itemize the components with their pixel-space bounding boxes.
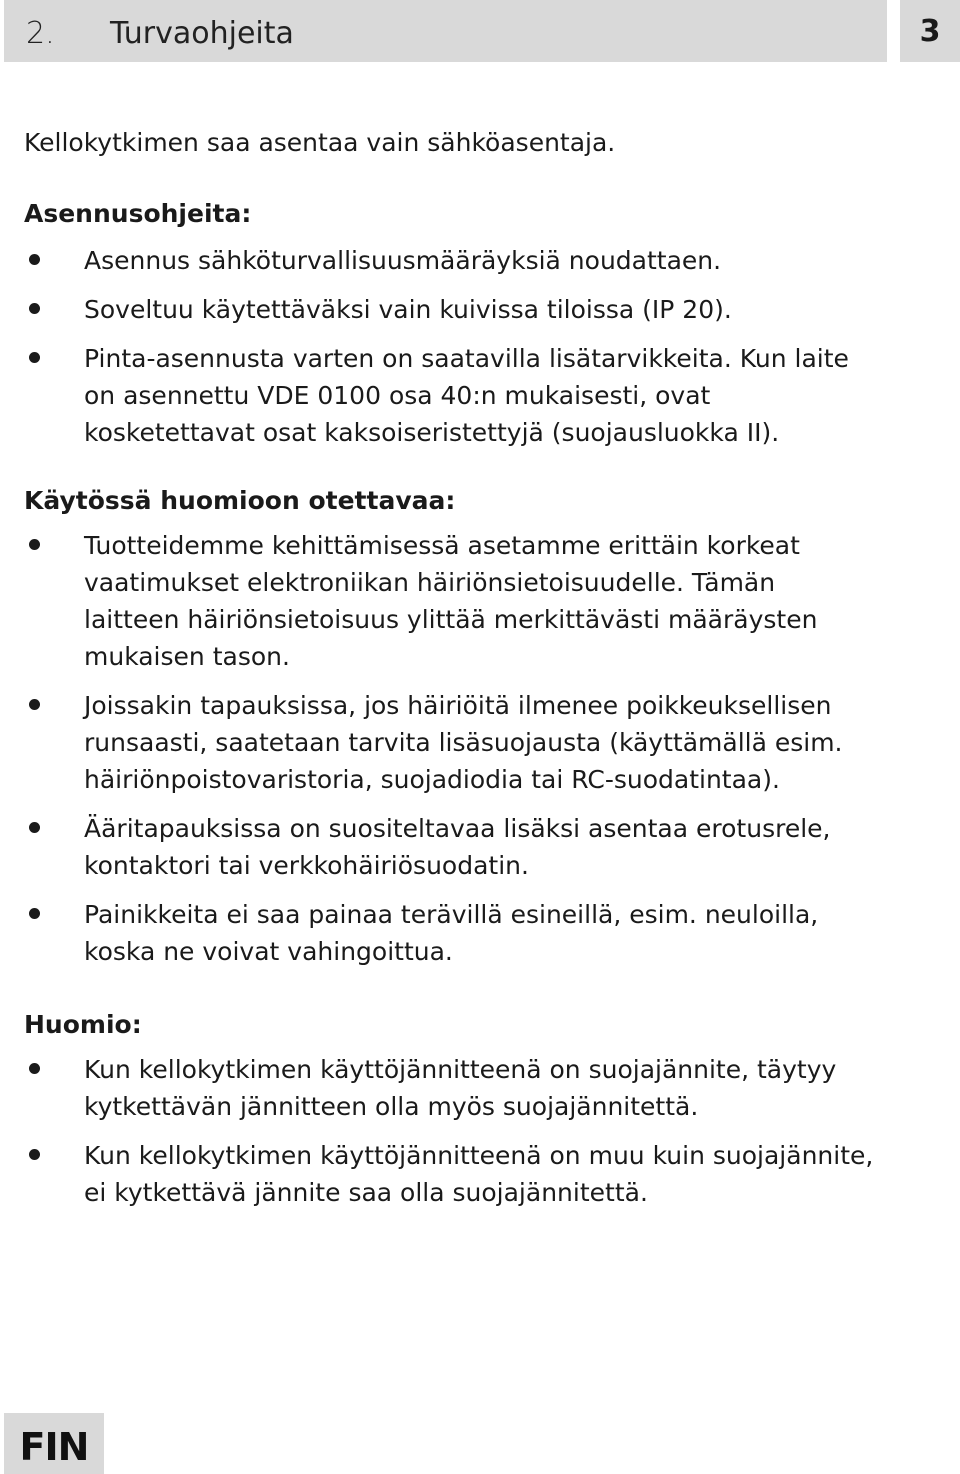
page-number: 3 bbox=[919, 14, 941, 49]
list-item-text: Soveltuu käytettäväksi vain kuivissa tiloissa (IP 20). bbox=[84, 295, 732, 324]
list-item bbox=[24, 896, 874, 970]
list-item bbox=[24, 291, 874, 328]
section-heading: Käytössä huomioon otettavaa: bbox=[24, 486, 456, 515]
bullet-icon bbox=[29, 303, 40, 314]
language-tab bbox=[4, 1413, 104, 1474]
bullet-icon bbox=[29, 822, 40, 833]
intro-text: Kellokytkimen saa asentaa vain sähköasentaja. bbox=[24, 128, 616, 157]
list-item-text: Joissakin tapauksissa, jos häiriöitä ilmenee poikkeuksellisen runsaasti, saatetaan tarvita lisäsuojausta (käyttämällä esim. häiriönpoistovaristoria, suojadiodia tai RC-suodatintaa). bbox=[84, 691, 843, 794]
list-item bbox=[24, 242, 874, 279]
section-heading: Huomio: bbox=[24, 1010, 142, 1039]
bullet-icon bbox=[29, 254, 40, 265]
section-header-bar bbox=[4, 0, 887, 62]
list-item-text: Asennus sähköturvallisuusmääräyksiä noudattaen. bbox=[84, 246, 722, 275]
section-number: 2. bbox=[26, 16, 55, 51]
section-huomio bbox=[24, 1006, 924, 1211]
bullet-icon bbox=[29, 1149, 40, 1160]
list-item bbox=[24, 1051, 874, 1125]
list-item-text: Kun kellokytkimen käyttöjännitteenä on muu kuin suojajännite, ei kytkettävä jännite saa olla suojajännitettä. bbox=[84, 1141, 874, 1207]
list-item-text: Kun kellokytkimen käyttöjännitteenä on suojajännite, täytyy kytkettävän jännitteen olla myös suojajännitettä. bbox=[84, 1055, 837, 1121]
list-item bbox=[24, 687, 874, 798]
bullet-list bbox=[24, 527, 924, 970]
section-asennusohjeita bbox=[24, 195, 924, 451]
bullet-icon bbox=[29, 699, 40, 710]
language-label: FIN bbox=[19, 1425, 89, 1469]
section-kaytossa bbox=[24, 482, 924, 970]
list-item-text: Pinta-asennusta varten on saatavilla lisätarvikkeita. Kun laite on asennettu VDE 0100 osa 40:n mukaisesti, ovat kosketettavat osat kaksoiseristettyjä (suojausluokka II). bbox=[84, 344, 849, 447]
bullet-list bbox=[24, 242, 924, 451]
list-item-text: Painikkeita ei saa painaa terävillä esineillä, esim. neuloilla, koska ne voivat vahingoittua. bbox=[84, 900, 819, 966]
section-heading: Asennusohjeita: bbox=[24, 199, 252, 228]
list-item bbox=[24, 810, 874, 884]
bullet-icon bbox=[29, 352, 40, 363]
bullet-list bbox=[24, 1051, 924, 1211]
list-item-text: Tuotteidemme kehittämisessä asetamme erittäin korkeat vaatimukset elektroniikan häiriönsietoisuudelle. Tämän laitteen häiriönsietoisuus ylittää merkittävästi määräysten mukaisen tason. bbox=[84, 531, 818, 671]
list-item bbox=[24, 1137, 874, 1211]
bullet-icon bbox=[29, 539, 40, 550]
page-number-box bbox=[900, 0, 960, 62]
list-item bbox=[24, 340, 874, 451]
list-item-text: Ääritapauksissa on suositeltavaa lisäksi asentaa erotusrele, kontaktori tai verkkohäiriösuodatin. bbox=[84, 814, 831, 880]
bullet-icon bbox=[29, 908, 40, 919]
page-content bbox=[24, 124, 924, 1211]
section-title: Turvaohjeita bbox=[110, 16, 294, 51]
bullet-icon bbox=[29, 1063, 40, 1074]
list-item bbox=[24, 527, 874, 675]
